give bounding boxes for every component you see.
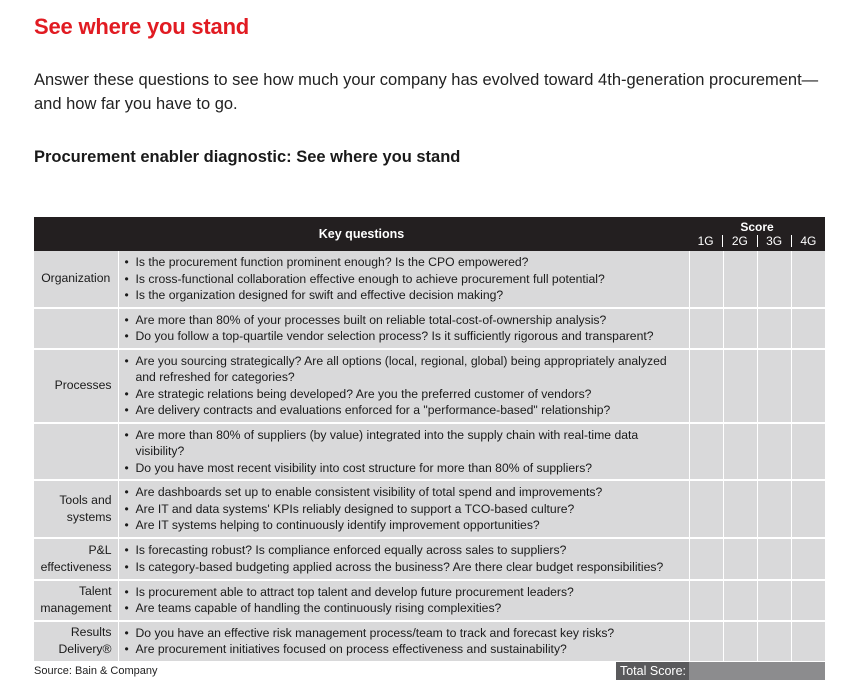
score-cell-3g[interactable]	[757, 423, 791, 481]
questions-cell	[118, 423, 689, 481]
score-cell-2g[interactable]	[723, 423, 757, 481]
category-cell: Results Delivery®	[34, 621, 118, 662]
score-cell-3g[interactable]	[757, 308, 791, 349]
questions-cell	[118, 349, 689, 423]
question-item: • Are strategic relations being developed? Are you the preferred customer of vendors?	[125, 386, 685, 403]
score-cell-1g[interactable]	[689, 423, 723, 481]
category-cell: Tools and systems	[34, 480, 118, 538]
score-col-1g: 1G	[697, 234, 714, 248]
category-cell: Processes	[34, 349, 118, 423]
question-item: • Is forecasting robust? Is compliance enforced equally across sales to suppliers?	[125, 542, 685, 559]
score-cell-4g[interactable]	[791, 423, 825, 481]
question-item: • Do you have an effective risk management process/team to track and forecast key risks?	[125, 625, 685, 642]
total-score-field[interactable]	[689, 662, 825, 680]
score-cell-2g[interactable]	[723, 621, 757, 662]
score-col-3g: 3G	[757, 235, 791, 247]
total-score-label: Total Score:	[616, 662, 689, 680]
question-item: • Are IT and data systems' KPIs reliably designed to support a TCO-based culture?	[125, 501, 685, 518]
diagnostic-table	[34, 217, 826, 663]
score-cell-4g[interactable]	[791, 251, 825, 308]
question-item: • Are more than 80% of suppliers (by value) integrated into the supply chain with real-time data visibility?	[125, 427, 685, 460]
questions-cell	[118, 621, 689, 662]
score-cell-4g[interactable]	[791, 308, 825, 349]
question-item: • Are teams capable of handling the continuously rising complexities?	[125, 600, 685, 617]
question-item: • Are delivery contracts and evaluations enforced for a "performance-based" relationship?	[125, 402, 685, 419]
questions-cell	[118, 538, 689, 580]
score-cell-1g[interactable]	[689, 538, 723, 580]
score-col-2g: 2G	[722, 235, 756, 247]
score-cell-4g[interactable]	[791, 480, 825, 538]
question-item: • Do you follow a top-quartile vendor selection process? Is it sufficiently rigorous and transparent?	[125, 328, 685, 345]
category-cell	[34, 308, 118, 349]
question-item: • Are procurement initiatives focused on process effectiveness and sustainability?	[125, 641, 685, 658]
category-cell: Talent management	[34, 580, 118, 621]
table-row	[34, 423, 825, 481]
table-row	[34, 349, 825, 423]
table-row	[34, 580, 825, 621]
question-item: • Is procurement able to attract top talent and develop future procurement leaders?	[125, 584, 685, 601]
score-col-4g: 4G	[791, 235, 825, 247]
score-cell-2g[interactable]	[723, 308, 757, 349]
score-cell-4g[interactable]	[791, 621, 825, 662]
score-cell-3g[interactable]	[757, 580, 791, 621]
question-item: • Is the procurement function prominent enough? Is the CPO empowered?	[125, 254, 685, 271]
category-cell: P&L effectiveness	[34, 538, 118, 580]
score-cell-3g[interactable]	[757, 621, 791, 662]
score-cell-2g[interactable]	[723, 580, 757, 621]
key-questions-header: Key questions	[34, 217, 689, 251]
score-cell-1g[interactable]	[689, 580, 723, 621]
score-cell-2g[interactable]	[723, 538, 757, 580]
question-item: • Is the organization designed for swift and effective decision making?	[125, 287, 685, 304]
question-item: • Is cross-functional collaboration effective enough to achieve procurement full potential?	[125, 271, 685, 288]
category-cell: Organization	[34, 251, 118, 308]
table-row	[34, 621, 825, 662]
table-row	[34, 251, 825, 308]
score-cell-1g[interactable]	[689, 251, 723, 308]
score-cell-1g[interactable]	[689, 621, 723, 662]
questions-cell	[118, 480, 689, 538]
diagnostic-subtitle: Procurement enabler diagnostic: See where you stand	[34, 148, 461, 166]
table-row	[34, 480, 825, 538]
score-cell-1g[interactable]	[689, 308, 723, 349]
score-cell-2g[interactable]	[723, 480, 757, 538]
question-item: • Is category-based budgeting applied across the business? Are there clear budget responsibilities?	[125, 559, 685, 576]
category-cell	[34, 423, 118, 481]
intro-text: Answer these questions to see how much your company has evolved toward 4th-generation procurement—and how far you have to go.	[34, 71, 819, 113]
table-header-row	[34, 217, 825, 251]
source-note: Source: Bain & Company	[34, 665, 158, 677]
score-header	[689, 217, 825, 251]
score-cell-4g[interactable]	[791, 538, 825, 580]
question-item: • Are dashboards set up to enable consistent visibility of total spend and improvements?	[125, 484, 685, 501]
question-item: • Are IT systems helping to continuously identify improvement opportunities?	[125, 517, 685, 534]
questions-cell	[118, 308, 689, 349]
question-item: • Are you sourcing strategically? Are all options (local, regional, global) being appropriately analyzed and refreshed for categories?	[125, 353, 685, 386]
score-cell-3g[interactable]	[757, 349, 791, 423]
score-header-label: Score	[740, 220, 774, 234]
questions-cell	[118, 251, 689, 308]
page-title: See where you stand	[34, 14, 250, 39]
score-cell-2g[interactable]	[723, 349, 757, 423]
questions-cell	[118, 580, 689, 621]
score-cell-4g[interactable]	[791, 580, 825, 621]
table-row	[34, 308, 825, 349]
table-row	[34, 538, 825, 580]
score-cell-3g[interactable]	[757, 538, 791, 580]
question-item: • Are more than 80% of your processes built on reliable total-cost-of-ownership analysis?	[125, 312, 685, 329]
score-cell-2g[interactable]	[723, 251, 757, 308]
score-cell-4g[interactable]	[791, 349, 825, 423]
score-cell-3g[interactable]	[757, 251, 791, 308]
question-item: • Do you have most recent visibility into cost structure for more than 80% of suppliers?	[125, 460, 685, 477]
score-cell-3g[interactable]	[757, 480, 791, 538]
score-cell-1g[interactable]	[689, 349, 723, 423]
score-cell-1g[interactable]	[689, 480, 723, 538]
